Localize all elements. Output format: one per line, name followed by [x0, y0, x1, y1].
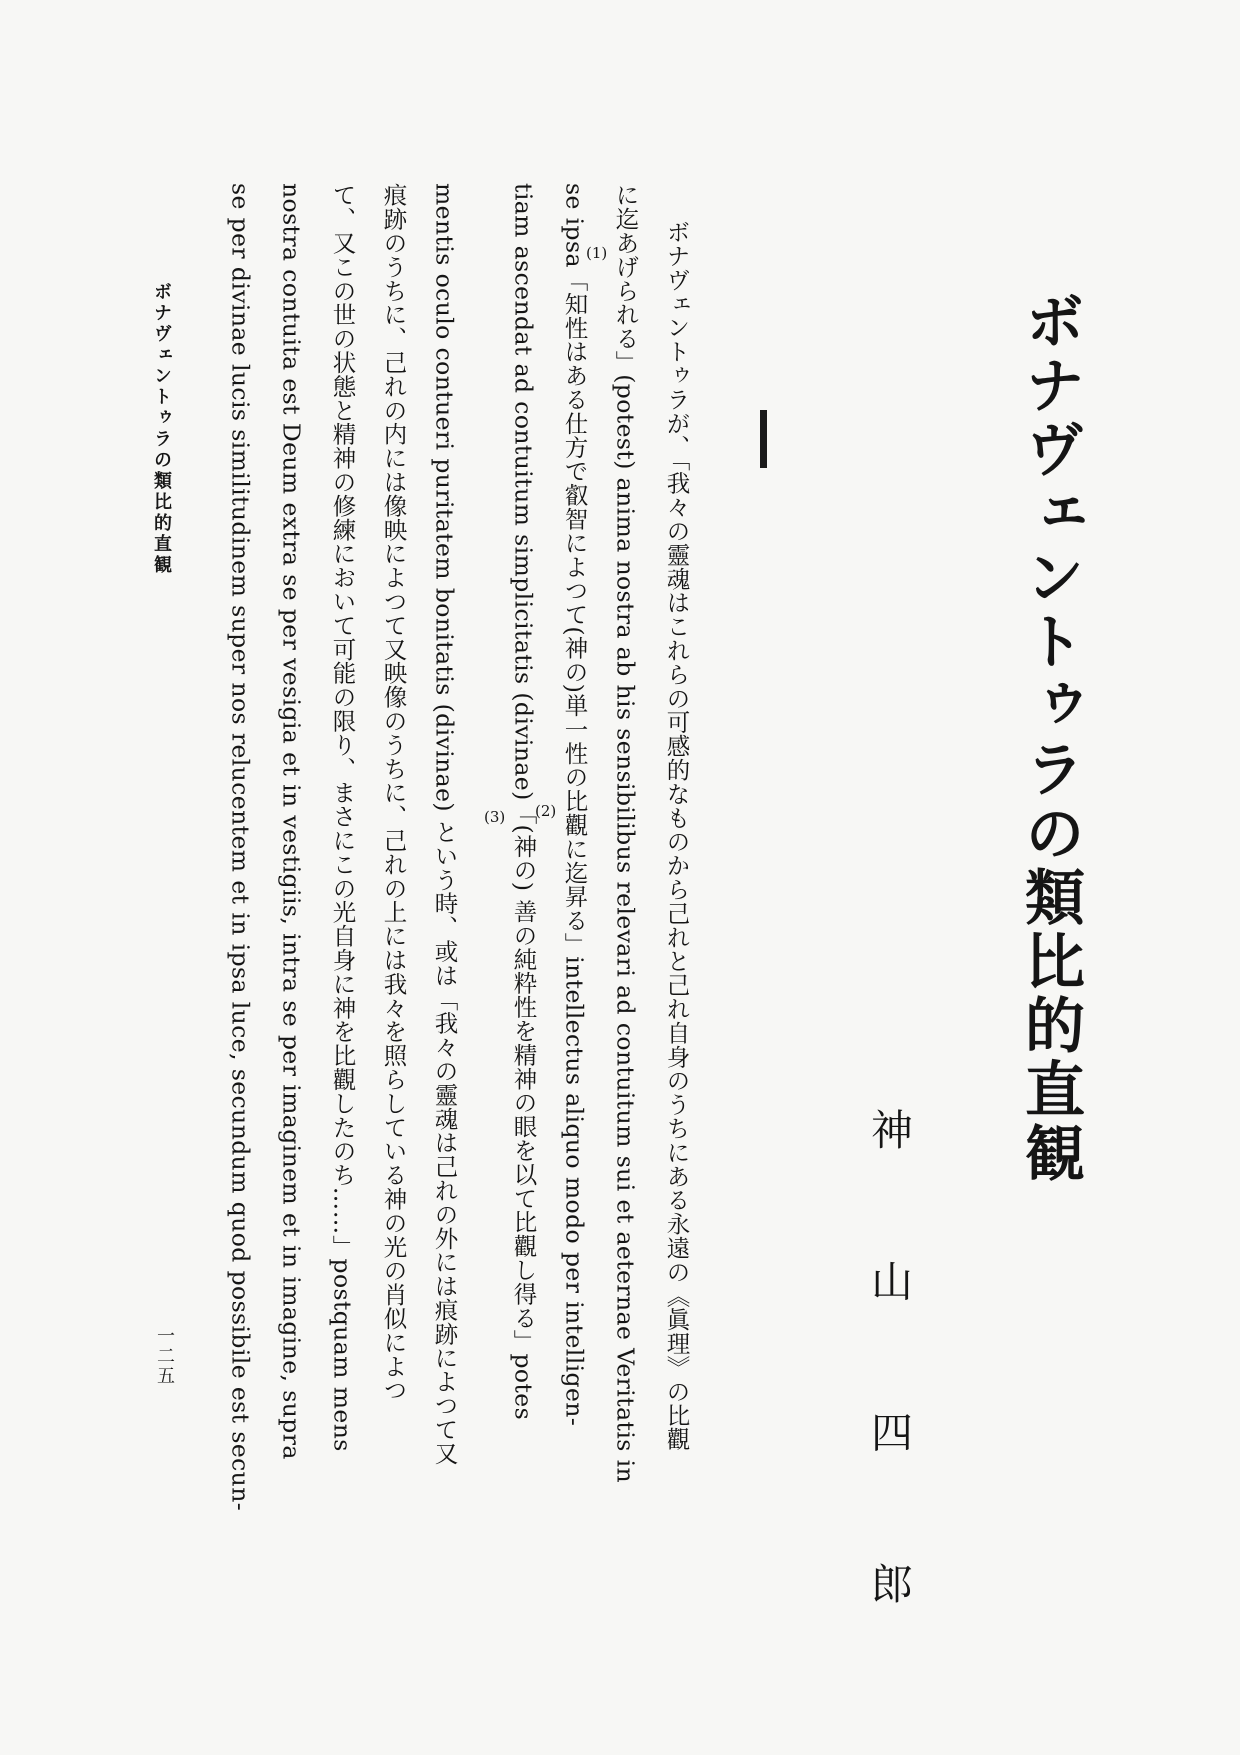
section-number-text — [775, 410, 776, 411]
section-number-mark — [760, 410, 767, 468]
note-marker-3: (3) — [484, 808, 506, 826]
body-line-5: mentis oculo contueri puritatem bonitatis (divinae) という時、或は「我々の靈魂は己れの外には痕跡によつて又 — [430, 183, 459, 1466]
author-name: 神 山 四 郎 — [865, 1108, 914, 1653]
page-number: 一二五 — [154, 1326, 175, 1386]
section-number — [748, 410, 776, 468]
running-head: ボナヴェントゥラの類比的直観 — [151, 282, 172, 576]
body-line-6: 痕跡のうちに、己れの内には像映によつて又映像のうちに、己れの上には我々を照らしている神の光の肖似によつ — [379, 183, 408, 1402]
body-line-7: て、又この世の状態と精神の修練において可能の限り、まさにこの光自身に神を比觀したのち……」postquam mens — [328, 183, 357, 1452]
body-line-2: に迄あげられる」(potest) anima nostra ab his sensibilibus relevari ad contuitum sui et aeternae Veritatis in — [611, 183, 640, 1484]
body-line-4: tiam ascendat ad contuitum simplicitatis (divinae)「(神の) 善の純粋性を精神の眼を以て比觀し得る」potes — [509, 183, 538, 1421]
body-line-8: nostra contuita est Deum extra se per vesigia et in vestigiis, intra se per imaginem et in imagine, supra — [277, 183, 306, 1460]
body-line-3: se ipsa「知性はある仕方で叡智によつて(神の)単一性の比觀に迄昇る」intellectus aliquo modo per intelligen- — [560, 183, 589, 1427]
body-line-9: se per divinae lucis similitudinem super nos relucentem et in ipsa luce, secundum quod possibile est secun- — [226, 183, 255, 1512]
note-marker-2: (2) — [535, 802, 557, 820]
article-title: ボナヴェントゥラの類比的直観 — [1015, 290, 1085, 1186]
body-line-1: ボナヴェントゥラが、「我々の靈魂はこれらの可感的なものから己れと己れ自身のうちにある永遠の《眞理》の比觀 — [662, 196, 691, 1451]
note-marker-1: (1) — [586, 244, 608, 262]
